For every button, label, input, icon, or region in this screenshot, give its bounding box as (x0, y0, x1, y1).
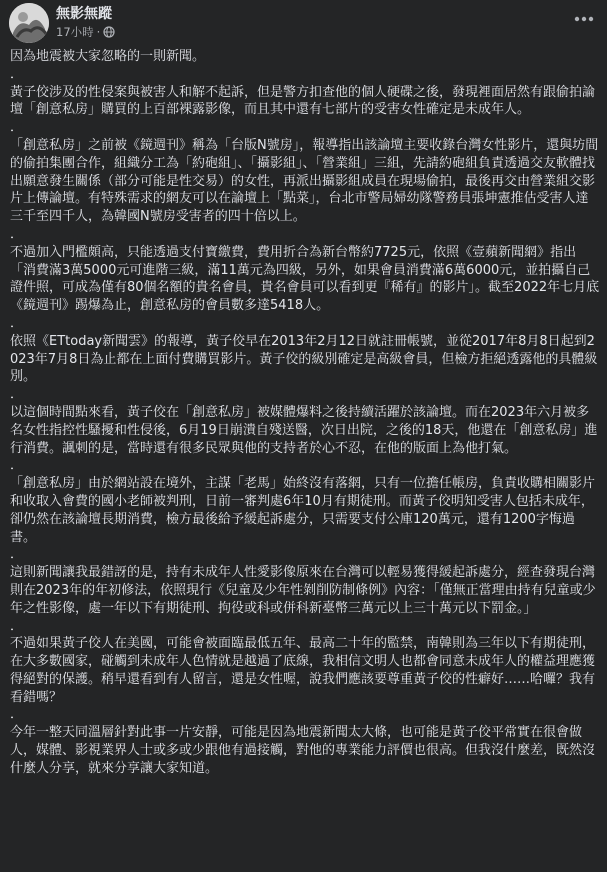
paragraph-separator: ． (10, 458, 24, 474)
post-paragraph: 黃子佼涉及的性侵案與被害人和解不起訴，但是警方扣查他的個人硬碟之後，發現裡面居然有跟偷拍論壇「創意私房」購買的上百部裸露影像，而且其中還有七部片的受害女性確定是未成年人。 (10, 84, 596, 118)
post-header (0, 0, 607, 48)
post-meta (56, 24, 115, 40)
paragraph-separator: ． (10, 547, 24, 563)
avatar[interactable] (9, 3, 49, 43)
post-options-button[interactable] (569, 8, 599, 30)
post-paragraph: 「創意私房」之前被《鏡週刊》稱為「台版N號房」，報導指出該論壇主要收錄台灣女性影片，還與坊間的偷拍集團合作，組織分工為「約砲組」、「攝影組」、「營業組」三組，先請約砲組負責透過交友軟體找出願意發生關係（部分可能是性交易）的女性，再派出攝影組成員在現場偷拍，最後再交由營業組交影片上傳論壇。有特殊需求的網友可以在論壇上「點菜」，台北市警局婦幼隊警務員張坤憲推估受害人達三千至四千人，為韓國N號房受害者的四十倍以上。 (10, 137, 599, 225)
paragraph-separator: ． (10, 707, 24, 723)
post-paragraph: 以這個時間點來看，黃子佼在「創意私房」被媒體爆料之後持續活躍於該論壇。而在2023年六月被多名女性指控性騷擾和性侵後，6月19日崩潰自殘送醫，次日出院，之後的18天，他還在「創意私房」進行消費。諷刺的是，當時還有很多民眾與他的支持者於心不忍，在他的版面上為他打氣。 (10, 404, 598, 456)
post-paragraph: 不過加入門檻頗高，只能透過支付寶繳費，費用折合為新台幣約7725元，依照《壹蘋新聞網》指出「消費滿3萬5000元可進階三級，滿11萬元為四級，另外，如果會員消費滿6萬6000元，並拍攝自己證件照，可成為僅有80個名額的貴名會員，貴名會員可以看到更『稀有』的影片」。截至2022年七月底《鏡週刊》踢爆為止，創意私房的會員數多達5418人。 (10, 244, 600, 314)
post-body (10, 48, 600, 778)
more-horizontal-icon (574, 16, 594, 22)
meta-dot: · (96, 25, 101, 39)
post-paragraph: 「創意私房」由於網站設在境外，主謀「老馬」始終沒有落網，只有一位擔任帳房，負責收購相關影片和收取入會費的國小老師被判刑，日前一審判處6年10月有期徒刑。而黃子佼明知受害人包括未成年，卻仍然在該論壇長期消費，檢方最後給予緩起訴處分，只需要支付公庫120萬元，還有1200字悔過書。 (10, 476, 596, 545)
paragraph-separator: ． (10, 387, 24, 403)
post-paragraph: 依照《ETtoday新聞雲》的報導，黃子佼早在2013年2月12日就註冊帳號，並從2017年8月8日起到2023年7月8日為止都在上面付費購買影片。黃子佼的級別確定是高級會員，但檢方拒絕透露他的具體級別。 (10, 333, 598, 385)
post-paragraph: 因為地震被大家忽略的一則新聞。 (10, 49, 206, 64)
author-name[interactable]: 無影無蹤 (56, 6, 112, 22)
paragraph-separator: ． (10, 120, 24, 136)
paragraph-separator: ． (10, 618, 24, 634)
paragraph-separator: ． (10, 66, 24, 82)
post-paragraph: 這則新聞讓我最錯訝的是，持有未成年人性愛影像原來在台灣可以輕易獲得緩起訴處分，經查發現台灣則在2023年的年初修法，依照現行《兒童及少年性剝削防制條例》內容：「僅無正當理由持有兒童或少年之性影像，處一年以下有期徒刑、拘役或科或併科新臺幣三萬元以上三十萬元以下罰金。」 (10, 565, 596, 616)
globe-icon (103, 26, 115, 38)
paragraph-separator: ． (10, 226, 24, 242)
timestamp[interactable]: 17小時 (56, 25, 94, 39)
avatar-image (9, 3, 49, 43)
post-paragraph: 今年一整天同溫層針對此事一片安靜，可能是因為地震新聞太大條，也可能是黃子佼平常實在很會做人，媒體、影視業界人士或多或少跟他有過接觸，對他的專業能力評價也很高。但我沒什麼差，既然沒什麼人分享，就來分享讓大家知道。 (10, 725, 596, 776)
paragraph-separator: ． (10, 315, 24, 331)
post-paragraph: 不過如果黃子佼人在美國，可能會被面臨最低五年、最高二十年的監禁，南韓則為三年以下有期徒刑，在大多數國家，碰觸到未成年人色情就是越過了底線，我相信文明人也都會同意未成年人的權益理應獲得絕對的保護。稍早還看到有人留言，還是女性喔，說我們應該要尊重黃子佼的性癖好……哈囉？我有看錯嗎？ (10, 636, 596, 705)
